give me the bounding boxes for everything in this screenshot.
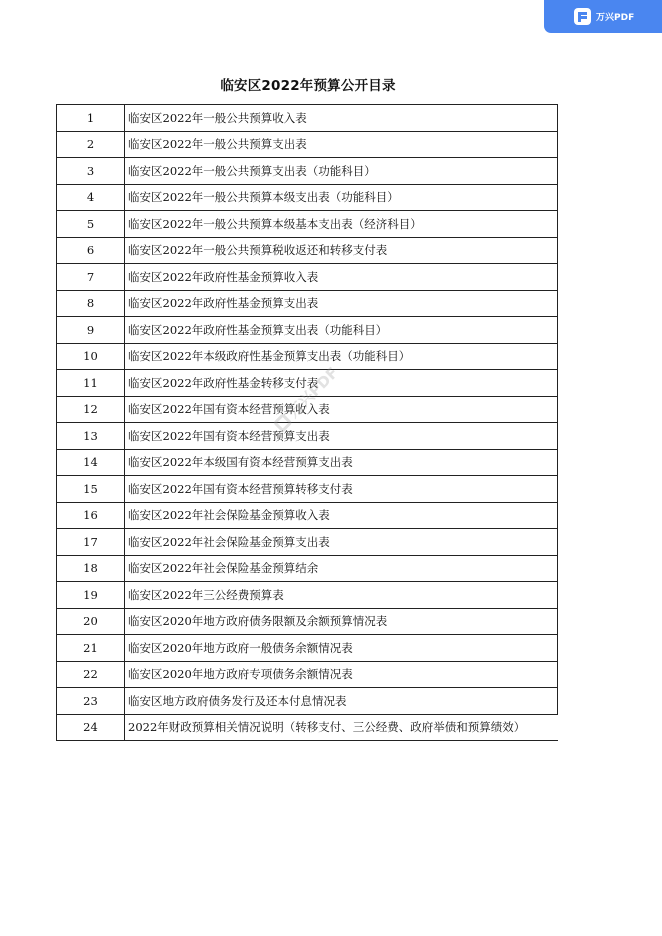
table-row — [57, 449, 558, 476]
row-title: 临安区2020年地方政府一般债务余额情况表 — [125, 635, 558, 662]
row-number: 19 — [57, 582, 125, 609]
table-row — [57, 131, 558, 158]
brand-name: 万兴PDF — [596, 13, 635, 23]
row-title: 临安区2022年三公经费预算表 — [125, 582, 558, 609]
row-number: 1 — [57, 105, 125, 132]
table-row — [57, 264, 558, 291]
row-title: 临安区2022年国有资本经营预算收入表 — [125, 396, 558, 423]
row-title: 临安区2022年政府性基金预算支出表 — [125, 290, 558, 317]
table-row — [57, 211, 558, 238]
row-title: 临安区2020年地方政府专项债务余额情况表 — [125, 661, 558, 688]
row-title: 临安区2022年一般公共预算税收返还和转移支付表 — [125, 237, 558, 264]
table-row — [57, 714, 558, 741]
row-number: 5 — [57, 211, 125, 238]
row-number: 6 — [57, 237, 125, 264]
watermark-text: 万兴PDF — [284, 363, 342, 422]
row-number: 7 — [57, 264, 125, 291]
row-number: 16 — [57, 502, 125, 529]
row-number: 24 — [57, 714, 125, 741]
row-number: 12 — [57, 396, 125, 423]
table-row — [57, 237, 558, 264]
contents-table — [56, 104, 558, 741]
document-title: 临安区2022年预算公开目录 — [220, 78, 396, 94]
table-row — [57, 635, 558, 662]
row-number: 10 — [57, 343, 125, 370]
table-row — [57, 290, 558, 317]
row-number: 4 — [57, 184, 125, 211]
brand-badge[interactable] — [544, 0, 662, 33]
table-row — [57, 529, 558, 556]
row-title: 临安区2022年一般公共预算支出表（功能科目） — [125, 158, 558, 185]
table-row — [57, 158, 558, 185]
row-title: 临安区2022年政府性基金预算收入表 — [125, 264, 558, 291]
row-number: 23 — [57, 688, 125, 715]
table-row — [57, 476, 558, 503]
row-title: 临安区2022年一般公共预算本级支出表（功能科目） — [125, 184, 558, 211]
table-row — [57, 582, 558, 609]
table-row — [57, 343, 558, 370]
row-number: 14 — [57, 449, 125, 476]
row-number: 21 — [57, 635, 125, 662]
row-number: 15 — [57, 476, 125, 503]
row-title: 临安区2022年政府性基金转移支付表 — [125, 370, 558, 397]
row-title: 临安区2022年本级国有资本经营预算支出表 — [125, 449, 558, 476]
row-number: 8 — [57, 290, 125, 317]
row-number: 2 — [57, 131, 125, 158]
row-title: 临安区2020年地方政府债务限额及余额预算情况表 — [125, 608, 558, 635]
row-number: 17 — [57, 529, 125, 556]
wondershare-pdf-logo-icon — [574, 8, 591, 25]
table-row — [57, 661, 558, 688]
table-row — [57, 608, 558, 635]
table-row — [57, 317, 558, 344]
table-row — [57, 555, 558, 582]
row-title: 临安区2022年社会保险基金预算结余 — [125, 555, 558, 582]
table-row — [57, 105, 558, 132]
row-title: 临安区2022年国有资本经营预算转移支付表 — [125, 476, 558, 503]
row-number: 20 — [57, 608, 125, 635]
row-number: 13 — [57, 423, 125, 450]
row-title: 临安区2022年一般公共预算收入表 — [125, 105, 558, 132]
row-number: 18 — [57, 555, 125, 582]
row-number: 22 — [57, 661, 125, 688]
row-title: 临安区地方政府债务发行及还本付息情况表 — [125, 688, 558, 715]
row-title: 临安区2022年社会保险基金预算收入表 — [125, 502, 558, 529]
row-number: 3 — [57, 158, 125, 185]
table-row — [57, 423, 558, 450]
row-title: 2022年财政预算相关情况说明（转移支付、三公经费、政府举债和预算绩效） — [125, 714, 558, 741]
row-number: 9 — [57, 317, 125, 344]
row-title: 临安区2022年本级政府性基金预算支出表（功能科目） — [125, 343, 558, 370]
row-title: 临安区2022年一般公共预算本级基本支出表（经济科目） — [125, 211, 558, 238]
contents-table-body — [57, 105, 558, 741]
row-title: 临安区2022年社会保险基金预算支出表 — [125, 529, 558, 556]
row-title: 临安区2022年国有资本经营预算支出表 — [125, 423, 558, 450]
row-number: 11 — [57, 370, 125, 397]
row-title: 临安区2022年政府性基金预算支出表（功能科目） — [125, 317, 558, 344]
table-row — [57, 184, 558, 211]
table-row — [57, 688, 558, 715]
table-row — [57, 502, 558, 529]
row-title: 临安区2022年一般公共预算支出表 — [125, 131, 558, 158]
